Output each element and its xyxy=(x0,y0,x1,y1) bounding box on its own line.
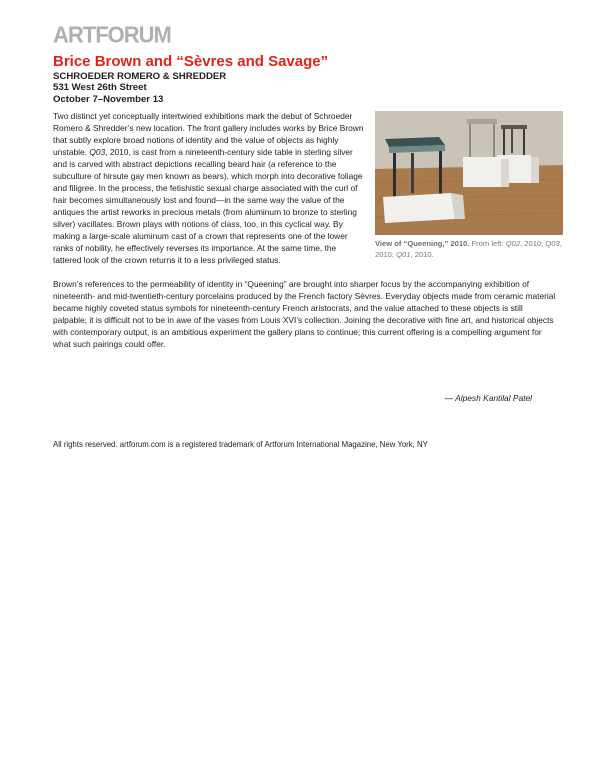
exhibition-dates: October 7–November 13 xyxy=(53,93,164,105)
figure-caption xyxy=(375,238,570,260)
caption-sep-1: , 2010; xyxy=(520,239,546,248)
article-title: Brice Brown and “Sèvres and Savage” xyxy=(53,53,329,70)
article-paragraph-2: Brown’s references to the permeability of identity in “Queening” are brought into sharper focus by the accompanying exhibition of nineteenth- and mid-twentieth-century porcelains produced by the French factory Sèvres. Everyday objects made from ceramic material became highly coveted status symbols for nineteenth-century French aristocrats, and the value attached to these objects is still palpable; it is difficult not to be in awe of the vases from Louis XVI’s collection. Joining the decorative with fine art, and historical objects with contemporary output, is an ambitious experiment the gallery plans to continue; this current offering is a compelling argument for what such pairings could offer. xyxy=(53,279,556,349)
caption-prefix: From left: xyxy=(469,239,506,248)
exhibition-figure xyxy=(375,111,570,260)
work-title-q03: Q03 xyxy=(89,147,106,157)
article-paragraph-1: Two distinct yet conceptually intertwined exhibitions mark the debut of Schroeder Romero & Shredder’s new location. The front gallery includes works by Brice Brown that subtly explore broad notions of identity and the value of objects as highly unstable. Q03, 2010, is cast from a nineteenth-century side table in sterling silver and is carved with abstract depictions recalling beard hair (a reference to the subculture of hirsute gay men known as bears), which morph into decorative foliage and filigree. In the process, the fetishistic sexual charge associated with the curl of hair becomes simultaneously lost and found—in the same way the value of the antiques the artist reworks in precious metals (from aluminum to bronze to sterling silver) vacillates. Brown plays with notions of class, too, in this cyclical way. By making a large-scale aluminum cast of a crown that represents one of the lower ranks of nobility, he effectively reverses its importance. At the same time, the tattered look of the crown returns it to a less privileged status. xyxy=(53,111,364,265)
caption-sep-2: , 2010; xyxy=(375,239,562,259)
gallery-address: 531 West 26th Street xyxy=(53,82,147,94)
caption-work-q02: Q02 xyxy=(505,239,521,248)
exhibition-meta xyxy=(53,71,226,105)
copyright-footer: All rights reserved. artforum.com is a registered trademark of Artforum International Magazine, New York, NY xyxy=(53,440,428,449)
artforum-logo: ARTFORUM xyxy=(53,21,171,48)
gallery-name: SCHROEDER ROMERO & SHREDDER xyxy=(53,71,227,82)
article-body xyxy=(53,110,562,350)
caption-work-q01: Q01 xyxy=(396,250,411,259)
caption-work-q03: Q03 xyxy=(545,239,560,248)
caption-lead: View of “Queening,” 2010. xyxy=(375,239,470,248)
author-byline: — Alpesh Kantilal Patel xyxy=(444,393,532,403)
installation-photo xyxy=(375,111,563,235)
caption-end: , 2010. xyxy=(410,250,434,259)
